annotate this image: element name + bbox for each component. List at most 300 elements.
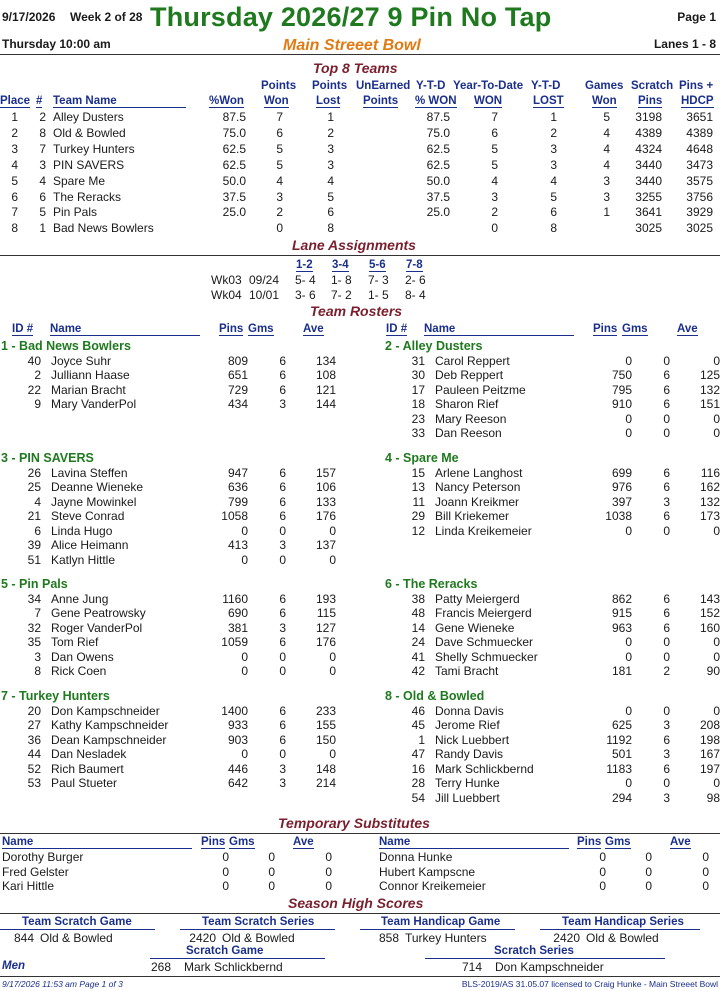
col-header: Team Name xyxy=(53,95,186,108)
table-cell: 3 xyxy=(276,189,283,204)
table-cell: 3440 xyxy=(635,173,662,188)
high-score-value: 2420 xyxy=(189,931,216,945)
high-score-label: Team Scratch Game xyxy=(22,916,132,928)
player-average: 134 xyxy=(315,353,336,368)
player-name: Don Kampschneider xyxy=(51,703,160,718)
team-header: 2 - Alley Dusters xyxy=(385,339,483,353)
table-cell: 7 xyxy=(491,110,498,124)
sub-name: Kari Hittle xyxy=(2,879,55,893)
player-games: 6 xyxy=(279,353,286,368)
player-games: 2 xyxy=(663,664,670,678)
table-cell: 50.0 xyxy=(426,173,450,188)
player-id: 51 xyxy=(27,552,41,567)
player-games: 6 xyxy=(279,509,286,523)
bowling-center: Main Streeet Bowl xyxy=(283,37,421,54)
player-games: 6 xyxy=(663,382,670,397)
player-average: 137 xyxy=(315,538,336,552)
high-score-bowler: Don Kampschneider xyxy=(495,960,604,974)
player-average: 233 xyxy=(315,703,336,718)
sub-pins: 0 xyxy=(222,879,229,893)
player-average: 173 xyxy=(699,509,720,523)
table-cell: 8 xyxy=(39,125,46,140)
footer-left: 9/17/2026 11:53 am Page 1 of 3 xyxy=(2,979,123,989)
player-games: 6 xyxy=(279,718,286,732)
page-title: Thursday 2026/27 9 Pin No Tap xyxy=(150,2,552,32)
lane-assignment: 1- 8 xyxy=(331,273,352,287)
player-name: Mary Reeson xyxy=(435,411,507,426)
table-cell: 25.0 xyxy=(426,205,450,220)
table-cell: 5 xyxy=(550,189,557,204)
table-cell: 6 xyxy=(11,189,18,204)
player-id: 54 xyxy=(411,790,425,805)
player-games: 6 xyxy=(663,480,670,494)
player-name: Paul Stueter xyxy=(51,776,118,790)
player-name: Terry Hunke xyxy=(435,776,500,790)
sub-average: 0 xyxy=(325,864,332,879)
player-id: 23 xyxy=(411,411,425,426)
col-header: Gms xyxy=(248,323,274,335)
lane-pair-header: 1-2 xyxy=(296,259,313,271)
col-header: Year-To-Date xyxy=(453,80,524,92)
player-games: 6 xyxy=(663,591,670,606)
lane-assignment: 7- 2 xyxy=(331,288,352,302)
player-games: 3 xyxy=(663,494,670,509)
player-average: 133 xyxy=(315,494,336,509)
player-name: Katlyn Hittle xyxy=(51,552,116,567)
team-name: Pin Pals xyxy=(53,205,98,220)
week-label: Week 2 of 28 xyxy=(70,10,143,24)
player-name: Dan Reeson xyxy=(435,426,502,440)
lane-week: Wk04 xyxy=(211,288,242,302)
table-cell: 87.5 xyxy=(222,110,246,124)
col-header: Pins xyxy=(593,323,618,335)
table-cell: 3473 xyxy=(686,157,713,172)
divider xyxy=(0,54,720,55)
sub-games: 0 xyxy=(268,850,275,864)
table-cell: 62.5 xyxy=(222,141,246,156)
col-header: Points xyxy=(261,80,297,92)
player-pins: 1058 xyxy=(221,509,248,523)
table-cell: 3 xyxy=(327,141,334,156)
player-name: Dan Nesladek xyxy=(51,747,127,761)
player-average: 176 xyxy=(315,635,336,649)
team-name: PIN SAVERS xyxy=(53,157,125,172)
table-cell: 5 xyxy=(39,205,46,220)
player-pins: 799 xyxy=(227,494,248,509)
col-header: Ave xyxy=(293,836,314,848)
col-header: Gms xyxy=(605,836,631,848)
lane-assignment: 2- 6 xyxy=(405,273,426,287)
col-header: Points xyxy=(312,80,348,92)
table-cell: 8 xyxy=(550,221,557,236)
player-name: Nick Luebbert xyxy=(435,732,510,747)
player-games: 6 xyxy=(663,397,670,411)
player-pins: 0 xyxy=(241,649,248,664)
player-games: 6 xyxy=(279,382,286,397)
player-id: 41 xyxy=(411,649,425,664)
table-cell: 3255 xyxy=(635,189,662,204)
player-games: 3 xyxy=(279,397,286,411)
player-pins: 809 xyxy=(227,353,248,368)
table-cell: 62.5 xyxy=(222,157,246,172)
player-name: Tom Rief xyxy=(51,635,99,649)
player-average: 0 xyxy=(329,747,336,761)
col-header: Pins xyxy=(219,323,244,335)
table-cell: 0 xyxy=(276,221,283,236)
player-id: 14 xyxy=(411,620,425,635)
player-average: 193 xyxy=(315,591,336,606)
player-pins: 947 xyxy=(227,465,248,480)
lane-date: 10/01 xyxy=(249,288,280,302)
table-cell: 5 xyxy=(276,157,283,172)
table-cell: 1 xyxy=(11,110,18,124)
table-cell: 4 xyxy=(11,157,18,172)
col-header: WON xyxy=(474,95,503,107)
table-cell: 2 xyxy=(39,110,46,124)
player-id: 17 xyxy=(411,382,425,397)
player-name: Joann Kreikmer xyxy=(435,494,520,509)
high-score-team: Old & Bowled xyxy=(40,931,113,945)
table-cell: 5 xyxy=(11,173,18,188)
player-games: 3 xyxy=(663,718,670,732)
player-name: Lavina Steffen xyxy=(51,465,128,480)
table-cell: 4 xyxy=(603,125,610,140)
sub-pins: 0 xyxy=(599,864,606,879)
day-time: Thursday 10:00 am xyxy=(2,37,111,51)
player-average: 152 xyxy=(699,606,720,620)
table-cell: 5 xyxy=(491,157,498,172)
divider xyxy=(0,913,720,914)
lane-date: 09/24 xyxy=(249,273,280,287)
player-name: Gene Wieneke xyxy=(435,620,515,635)
table-cell: 3756 xyxy=(686,189,713,204)
col-header: Name xyxy=(424,323,574,336)
divider xyxy=(0,976,720,977)
player-id: 31 xyxy=(411,353,425,368)
col-header: Ave xyxy=(670,836,691,848)
footer-right: BLS-2019/AS 31.05.07 licensed to Craig Hunke - Main Streeet Bowl xyxy=(461,979,718,989)
high-score-value: 268 xyxy=(150,960,171,974)
table-cell: 25.0 xyxy=(222,205,246,220)
sub-games: 0 xyxy=(645,850,652,864)
table-cell: 2 xyxy=(11,125,18,140)
player-pins: 0 xyxy=(241,747,248,761)
high-score-value: 2420 xyxy=(553,931,580,945)
sub-name: Dorothy Burger xyxy=(2,850,84,864)
player-name: Francis Meiergerd xyxy=(435,606,532,620)
player-average: 0 xyxy=(713,411,720,426)
table-cell: 62.5 xyxy=(426,141,450,156)
player-games: 0 xyxy=(663,649,670,664)
table-cell: 50.0 xyxy=(222,173,246,188)
player-name: Alice Heimann xyxy=(51,538,129,552)
lane-pair-header: 5-6 xyxy=(369,259,386,271)
table-cell: 2 xyxy=(550,125,557,140)
lane-pair-header: 7-8 xyxy=(406,259,423,271)
table-cell: 4 xyxy=(491,173,498,188)
player-id: 15 xyxy=(411,465,425,480)
player-name: Rich Baumert xyxy=(51,761,124,776)
lane-pair-header: 3-4 xyxy=(332,259,349,271)
col-header: Lost xyxy=(316,95,341,107)
rosters-title: Team Rosters xyxy=(310,303,403,319)
highs-title: Season High Scores xyxy=(288,895,424,911)
player-name: Deanne Wieneke xyxy=(51,480,144,494)
table-cell: 5 xyxy=(491,141,498,156)
table-cell: 0 xyxy=(491,221,498,236)
table-cell: 3 xyxy=(491,189,498,204)
player-games: 0 xyxy=(663,776,670,790)
player-name: Linda Kreikemeier xyxy=(435,523,532,538)
player-pins: 0 xyxy=(625,523,632,538)
table-cell: 5 xyxy=(327,189,334,204)
team-name: Turkey Hunters xyxy=(53,141,135,156)
player-name: Mary VanderPol xyxy=(51,397,137,411)
table-cell: 37.5 xyxy=(222,189,246,204)
lanes-title: Lane Assignments xyxy=(292,237,416,253)
col-header: HDCP xyxy=(681,95,714,107)
player-name: Kathy Kampschneider xyxy=(51,718,169,732)
player-pins: 413 xyxy=(227,538,248,552)
player-average: 197 xyxy=(699,761,720,776)
divider xyxy=(360,929,515,930)
player-pins: 729 xyxy=(227,382,248,397)
team-header: 6 - The Reracks xyxy=(385,577,478,591)
player-pins: 501 xyxy=(611,747,632,761)
high-score-label: Team Scratch Series xyxy=(202,916,315,928)
player-games: 3 xyxy=(279,776,286,790)
player-average: 116 xyxy=(700,465,720,480)
player-pins: 651 xyxy=(227,368,248,382)
player-pins: 446 xyxy=(227,761,248,776)
lane-assignment: 5- 4 xyxy=(295,273,316,287)
player-average: 106 xyxy=(315,480,336,494)
player-average: 125 xyxy=(699,368,720,382)
table-cell: 3 xyxy=(327,157,334,172)
player-pins: 434 xyxy=(227,397,248,411)
player-average: 0 xyxy=(713,635,720,649)
sub-pins: 0 xyxy=(599,850,606,864)
col-header: Name xyxy=(2,836,192,849)
player-games: 0 xyxy=(663,703,670,718)
player-pins: 636 xyxy=(227,480,248,494)
player-id: 44 xyxy=(27,747,41,761)
player-id: 34 xyxy=(27,591,41,606)
player-average: 127 xyxy=(315,620,336,635)
table-cell: 3575 xyxy=(686,173,713,188)
player-id: 38 xyxy=(411,591,425,606)
table-cell: 4 xyxy=(39,173,46,188)
table-cell: 3 xyxy=(603,173,610,188)
divider xyxy=(0,255,720,256)
lane-assignment: 8- 4 xyxy=(405,288,426,302)
player-id: 35 xyxy=(27,635,41,649)
player-games: 6 xyxy=(663,620,670,635)
player-id: 6 xyxy=(34,523,41,538)
player-name: Dave Schmuecker xyxy=(435,635,534,649)
player-games: 6 xyxy=(279,732,286,747)
sub-name: Donna Hunke xyxy=(379,850,453,864)
player-pins: 795 xyxy=(611,382,632,397)
player-name: Gene Peatrowsky xyxy=(51,606,146,620)
men-label: Men xyxy=(2,960,25,972)
player-id: 18 xyxy=(411,397,425,411)
player-average: 148 xyxy=(315,761,336,776)
player-pins: 903 xyxy=(227,732,248,747)
player-id: 29 xyxy=(411,509,425,523)
table-cell: 4324 xyxy=(635,141,662,156)
col-header: Ave xyxy=(303,323,324,335)
high-score-label: Scratch Game xyxy=(186,945,264,957)
player-games: 6 xyxy=(279,635,286,649)
col-header: Name xyxy=(50,323,200,336)
player-average: 0 xyxy=(329,649,336,664)
player-id: 33 xyxy=(411,426,425,440)
table-cell: 4389 xyxy=(686,125,713,140)
high-score-label: Scratch Series xyxy=(494,945,574,957)
player-games: 6 xyxy=(279,480,286,494)
player-average: 160 xyxy=(699,620,720,635)
player-average: 132 xyxy=(699,382,720,397)
player-games: 6 xyxy=(279,494,286,509)
player-pins: 1160 xyxy=(222,591,248,606)
player-name: Sharon Rief xyxy=(435,397,499,411)
divider xyxy=(0,929,155,930)
divider xyxy=(540,929,700,930)
table-cell: 6 xyxy=(39,189,46,204)
sub-average: 0 xyxy=(325,850,332,864)
player-pins: 1038 xyxy=(605,509,632,523)
player-games: 6 xyxy=(663,761,670,776)
player-id: 20 xyxy=(27,703,41,718)
player-name: Marian Bracht xyxy=(51,382,126,397)
table-cell: 7 xyxy=(39,141,46,156)
page-number: Page 1 xyxy=(677,10,716,24)
player-games: 0 xyxy=(663,353,670,368)
table-cell: 62.5 xyxy=(426,157,450,172)
table-cell: 3651 xyxy=(686,110,713,124)
team-name: Bad News Bowlers xyxy=(53,221,154,236)
table-cell: 3440 xyxy=(635,157,662,172)
player-pins: 933 xyxy=(227,718,248,732)
player-name: Jill Luebbert xyxy=(435,790,500,805)
player-name: Dan Owens xyxy=(51,649,114,664)
player-average: 90 xyxy=(706,664,720,678)
player-average: 0 xyxy=(713,523,720,538)
player-pins: 915 xyxy=(611,606,632,620)
col-header: # xyxy=(36,95,43,107)
player-id: 11 xyxy=(412,494,425,509)
player-games: 0 xyxy=(279,523,286,538)
table-cell: 3198 xyxy=(635,110,662,124)
player-games: 6 xyxy=(279,368,286,382)
player-pins: 1192 xyxy=(606,732,632,747)
col-header: Pins + xyxy=(679,80,714,92)
sub-games: 0 xyxy=(268,879,275,893)
table-cell: 1 xyxy=(603,205,610,220)
divider xyxy=(150,958,325,959)
col-header: %Won xyxy=(209,95,244,107)
player-average: 176 xyxy=(315,509,336,523)
player-name: Julliann Haase xyxy=(51,368,130,382)
player-average: 157 xyxy=(315,465,336,480)
table-cell: 2 xyxy=(276,205,283,220)
top8-title: Top 8 Teams xyxy=(313,60,398,76)
table-cell: 3641 xyxy=(635,205,662,220)
player-average: 0 xyxy=(713,649,720,664)
player-name: Jerome Rief xyxy=(435,718,500,732)
lanes-label: Lanes 1 - 8 xyxy=(653,37,716,51)
player-id: 30 xyxy=(411,368,425,382)
player-average: 0 xyxy=(713,426,720,440)
table-cell: 6 xyxy=(550,205,557,220)
player-name: Dean Kampschneider xyxy=(51,732,167,747)
player-games: 6 xyxy=(279,606,286,620)
table-cell: 3 xyxy=(603,189,610,204)
player-games: 0 xyxy=(663,426,670,440)
team-name: The Reracks xyxy=(53,189,122,204)
lane-assignment: 3- 6 xyxy=(295,288,316,302)
player-name: Deb Reppert xyxy=(435,368,504,382)
table-cell: 1 xyxy=(327,110,334,124)
sub-name: Hubert Kampscne xyxy=(379,864,476,879)
sub-name: Connor Kreikemeier xyxy=(379,879,486,893)
player-average: 167 xyxy=(699,747,720,761)
lane-assignment: 1- 5 xyxy=(368,288,389,302)
team-header: 3 - PIN SAVERS xyxy=(1,451,94,465)
player-id: 16 xyxy=(411,761,425,776)
player-id: 3 xyxy=(34,649,41,664)
player-pins: 0 xyxy=(241,664,248,678)
player-pins: 0 xyxy=(241,523,248,538)
table-cell: 4 xyxy=(603,157,610,172)
player-id: 27 xyxy=(27,718,41,732)
player-id: 48 xyxy=(411,606,425,620)
table-cell: 4 xyxy=(276,173,283,188)
sub-games: 0 xyxy=(268,864,275,879)
col-header: Y-T-D xyxy=(531,80,561,92)
table-cell: 8 xyxy=(11,221,18,236)
player-name: Jayne Mowinkel xyxy=(51,494,137,509)
player-pins: 181 xyxy=(611,664,632,678)
player-average: 155 xyxy=(315,718,336,732)
player-id: 39 xyxy=(27,538,41,552)
player-id: 28 xyxy=(411,776,425,790)
player-id: 26 xyxy=(27,465,41,480)
sub-pins: 0 xyxy=(599,879,606,893)
divider xyxy=(180,929,335,930)
player-name: Joyce Suhr xyxy=(51,353,112,368)
table-cell: 4 xyxy=(550,173,557,188)
high-score-label: Team Handicap Game xyxy=(381,916,501,928)
player-id: 2 xyxy=(34,368,41,382)
player-games: 0 xyxy=(663,523,670,538)
col-header: UnEarned xyxy=(356,80,411,92)
player-games: 6 xyxy=(663,732,670,747)
player-games: 6 xyxy=(663,368,670,382)
player-name: Mark Schlickbernd xyxy=(435,761,534,776)
table-cell: 3 xyxy=(11,141,18,156)
player-id: 12 xyxy=(411,523,425,538)
table-cell: 3 xyxy=(39,157,46,172)
player-games: 3 xyxy=(279,620,286,635)
player-average: 98 xyxy=(706,790,720,805)
sub-games: 0 xyxy=(645,864,652,879)
team-header: 4 - Spare Me xyxy=(385,451,459,465)
player-name: Carol Reppert xyxy=(435,353,510,368)
sub-average: 0 xyxy=(325,879,332,893)
high-score-value: 858 xyxy=(378,931,399,945)
